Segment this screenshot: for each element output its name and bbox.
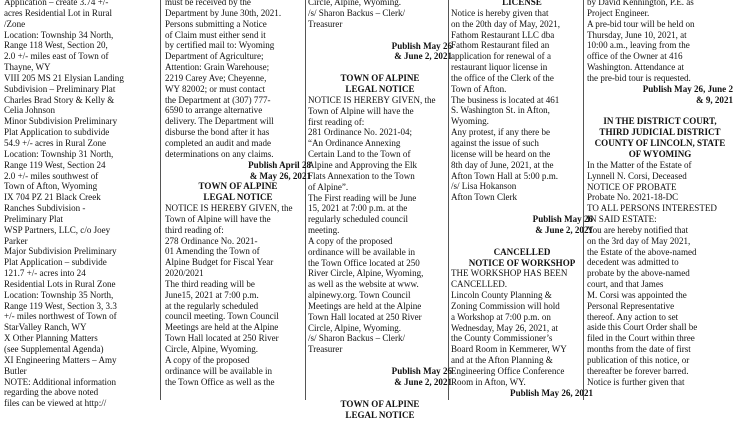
text-line: delivery. The Department will bbox=[165, 116, 274, 127]
text-line: the Estate of the above-named bbox=[587, 246, 697, 257]
text-line: acres Residential Lot in Rural bbox=[4, 7, 113, 18]
text-line: Engineering Office Conference bbox=[451, 366, 565, 376]
notice-text-block bbox=[451, 8, 593, 203]
text-line: Plat Application to subdivide bbox=[4, 127, 110, 138]
text-line: A copy of the proposed bbox=[308, 235, 393, 246]
text-line: River Circle, Alpine, Wyoming, bbox=[308, 268, 424, 279]
text-line: third reading of: bbox=[165, 224, 224, 235]
text-line: council meeting. Town Council bbox=[165, 311, 279, 322]
text-line: A pre-bid tour will be held on bbox=[587, 18, 695, 29]
text-line: The First reading will be June bbox=[308, 192, 417, 203]
text-line: of Alpine”. bbox=[308, 181, 349, 192]
text-line: Attention: Grain Warehouse; bbox=[165, 62, 270, 73]
text-line: 2.0 +/- miles southwest of bbox=[4, 170, 99, 181]
publish-dates bbox=[165, 160, 311, 182]
text-line: thereafter be forever barred. bbox=[587, 365, 689, 376]
notice-text-block bbox=[165, 203, 311, 387]
text-line: Publish May 26 bbox=[532, 214, 593, 225]
notice-text-block bbox=[4, 0, 154, 409]
notice-heading bbox=[308, 399, 452, 421]
text-line: a Workshop at 7:00 p.m. on bbox=[451, 311, 551, 322]
notice-heading bbox=[308, 73, 452, 95]
text-line: VIII 205 MS 21 Elysian Landing bbox=[4, 72, 124, 83]
text-line: Washington. Attendance at bbox=[587, 62, 685, 73]
text-line: restaurant liquor license in bbox=[451, 62, 548, 73]
text-line: ordinance will be available in bbox=[165, 365, 273, 376]
text-line: the County Commissioner’s bbox=[451, 333, 553, 344]
text-line: by David Kennington, P.E. as bbox=[587, 0, 694, 7]
text-line: the office of the Clerk of the bbox=[451, 72, 554, 83]
text-line: Town Hall located at 250 River bbox=[308, 311, 422, 322]
text-line: Location: Township 35 North, bbox=[4, 289, 114, 300]
text-line: at the regularly scheduled bbox=[165, 300, 259, 311]
text-line: WY 82002; or must contact bbox=[165, 83, 266, 94]
text-line: In the Matter of the Estate of bbox=[587, 159, 692, 170]
text-line: Any protest, if any there be bbox=[451, 127, 550, 138]
text-line: 01 Amending the Town of bbox=[165, 246, 260, 257]
text-line: Town of Afton. bbox=[451, 83, 507, 94]
text-line: first reading of: bbox=[308, 116, 365, 127]
text-line: Range 118 West, Section 20, bbox=[4, 40, 108, 51]
text-line: NOTICE OF PROBATE bbox=[587, 181, 677, 192]
notice-text-block bbox=[587, 160, 733, 388]
text-line: the Department at (307) 777- bbox=[165, 94, 271, 105]
text-line: A copy of the proposed bbox=[165, 354, 250, 365]
text-line: the pre-bid tour is requested. bbox=[587, 72, 691, 83]
text-line: Afton Town Clerk bbox=[451, 192, 518, 203]
text-line: Certain Land to the Town of bbox=[308, 149, 411, 160]
text-line: as well as the website at www. bbox=[308, 279, 419, 290]
text-line: “An Ordinance Annexing bbox=[308, 138, 401, 149]
text-line: Fathom Restaurant filed an bbox=[451, 40, 550, 51]
publish-dates bbox=[451, 388, 593, 399]
text-line: court, and that James bbox=[587, 279, 664, 290]
text-line: and at the Afton Planning & bbox=[451, 355, 553, 366]
text-line: Major Subdivision Preliminary bbox=[4, 246, 117, 257]
text-line: completed an audit and made bbox=[165, 137, 272, 148]
text-line: NOTICE OF WORKSHOP bbox=[468, 257, 576, 268]
text-line: Meetings are held at the Alpine bbox=[308, 300, 422, 311]
column-3 bbox=[308, 0, 452, 420]
text-line: XI Engineering Matters – Amy bbox=[4, 354, 117, 365]
text-line: Celia Johnson bbox=[4, 105, 56, 116]
text-line: decedent was admitted to bbox=[587, 257, 679, 268]
text-line: regularly scheduled council bbox=[308, 214, 408, 225]
text-line: Wyoming. bbox=[451, 116, 489, 127]
text-line: Alpine Budget for Fiscal Year bbox=[165, 257, 274, 268]
text-line: the Town Office as well as the bbox=[165, 376, 275, 387]
text-line: Publish May 26, June 2 bbox=[642, 83, 733, 94]
text-line: Thursday, June 10, 2021, at bbox=[587, 29, 687, 40]
text-line: LEGAL NOTICE bbox=[203, 192, 273, 203]
text-line: Notice is hereby given that bbox=[451, 7, 549, 18]
text-line: (see Supplemental Agenda) bbox=[4, 344, 104, 354]
text-line: Town of Alpine will have the bbox=[165, 213, 271, 224]
text-line: probate by the above-named bbox=[587, 268, 690, 279]
notice-heading bbox=[165, 181, 311, 203]
text-line: Publish May 26 bbox=[391, 366, 452, 377]
text-line: & May 26, 2021 bbox=[249, 170, 311, 181]
text-line: 281 Ordinance No. 2021-04; bbox=[308, 127, 413, 138]
text-line: Wednesday, May 26, 2021, at bbox=[451, 322, 558, 333]
text-line: NOTE: Additional information bbox=[4, 376, 117, 387]
text-line: Circle, Alpine, Wyoming. bbox=[308, 0, 402, 7]
text-line: aside this Court Order shall be bbox=[587, 322, 698, 333]
text-line: TOWN OF ALPINE bbox=[198, 181, 278, 192]
text-line: must be received by the bbox=[165, 0, 251, 7]
text-line: Town of Alpine will have the bbox=[308, 105, 414, 116]
text-line: IN SAID ESTATE: bbox=[587, 214, 657, 225]
text-line: TO ALL PERSONS INTERESTED bbox=[587, 203, 717, 214]
text-line: /Zone bbox=[4, 18, 26, 29]
text-line: Afton Town Hall at 5:00 p.m. bbox=[451, 170, 558, 181]
text-line: ordinance will be available in bbox=[308, 246, 416, 257]
text-line: NOTICE IS HEREBY GIVEN, the bbox=[308, 94, 436, 105]
text-line: Project Engineer. bbox=[587, 7, 650, 18]
text-line: Butler bbox=[4, 365, 27, 376]
text-line: 121.7 +/- acres into 24 bbox=[4, 268, 86, 279]
text-line: Subdivision – Preliminary Plat bbox=[4, 83, 116, 94]
text-line: Location: Township 34 North, bbox=[4, 29, 114, 40]
text-line: /s/ Sharon Backus – Clerk/ bbox=[308, 7, 405, 18]
text-line: disburse the bond after it has bbox=[165, 127, 270, 138]
text-line: Preliminary Plat bbox=[4, 213, 64, 224]
text-line: Fathom Restaurant LLC dba bbox=[451, 29, 555, 40]
text-line: 6590 to arrange alternative bbox=[165, 105, 263, 116]
text-line: on the 3rd day of May 2021, bbox=[587, 235, 691, 246]
text-line: The third reading will be bbox=[165, 278, 255, 289]
text-line: publication of this notice, or bbox=[587, 355, 690, 365]
text-line: Flats Annexation to the Town bbox=[308, 170, 415, 181]
text-line: files can be viewed at http:// bbox=[4, 398, 107, 409]
text-line: StarValley Ranch, WY bbox=[4, 322, 87, 333]
text-line: X Other Planning Matters bbox=[4, 333, 98, 344]
text-line: Treasurer bbox=[308, 18, 343, 29]
notice-text-block bbox=[165, 0, 311, 160]
text-line: CANCELLED bbox=[493, 246, 551, 257]
notice-text-block bbox=[308, 95, 452, 355]
text-line: application for renewal of a bbox=[451, 51, 551, 62]
text-line: of Claim must either send it bbox=[165, 29, 266, 40]
text-line: Probate No. 2021-18-DC bbox=[587, 192, 679, 203]
text-line: alpinewy.org. Town Council bbox=[308, 290, 411, 301]
text-line: Persons submitting a Notice bbox=[165, 18, 267, 29]
notice-text-block bbox=[308, 0, 452, 30]
publish-dates bbox=[308, 366, 452, 388]
text-line: months from the date of first bbox=[587, 344, 691, 355]
text-line: meeting. bbox=[308, 225, 340, 236]
text-line: 10:00 a.m., leaving from the bbox=[587, 40, 690, 51]
text-line: Publish May 26, 2021 bbox=[510, 387, 593, 398]
text-line: TOWN OF ALPINE bbox=[340, 73, 420, 84]
text-line: +/- miles northwest of Town of bbox=[4, 311, 117, 322]
text-line: NOTICE IS HEREBY GIVEN, the bbox=[165, 203, 293, 214]
text-line: Town of Afton, Wyoming bbox=[4, 181, 98, 192]
text-line: determinations on any claims. bbox=[165, 148, 274, 159]
text-line: /s/ Sharon Backus – Clerk/ bbox=[308, 333, 405, 344]
text-line: Lincoln County Planning & bbox=[451, 290, 552, 301]
publish-dates bbox=[451, 214, 593, 236]
text-line: Room in Afton, WY. bbox=[451, 376, 526, 387]
text-line: Personal Representative bbox=[587, 300, 675, 311]
text-line: WSP Partners, LLC, c/o Joey bbox=[4, 224, 111, 235]
text-line: Publish April 28 bbox=[248, 159, 311, 170]
text-line: You are hereby notified that bbox=[587, 224, 689, 235]
text-line: 278 Ordinance No. 2021- bbox=[165, 235, 258, 246]
text-line: Department by June 30th, 2021. bbox=[165, 7, 282, 18]
text-line: Circle, Alpine, Wyoming. bbox=[165, 344, 259, 354]
text-line: Circle, Alpine, Wyoming. bbox=[308, 322, 402, 333]
text-line: COUNTY OF LINCOLN, STATE bbox=[594, 138, 726, 149]
text-line: Thayne, WY bbox=[4, 62, 51, 73]
text-line: Alpine and Approving the Elk bbox=[308, 159, 418, 170]
column-5 bbox=[587, 0, 733, 407]
text-line: 2.0 +/- miles east of Town of bbox=[4, 51, 109, 62]
publish-dates bbox=[308, 41, 452, 63]
text-line: Lynnell N. Corsi, Deceased bbox=[587, 170, 687, 181]
text-line: Location: Township 31 North, bbox=[4, 148, 114, 159]
text-line: Treasurer bbox=[308, 344, 343, 355]
text-line: OF WYOMING bbox=[628, 148, 692, 159]
text-line: Plat Application – subdivide bbox=[4, 257, 107, 268]
notice-heading bbox=[451, 247, 593, 269]
text-line: Ranches Subdivision - bbox=[4, 203, 86, 214]
text-line: thereof. Any action to set bbox=[587, 311, 679, 322]
column-2 bbox=[165, 0, 311, 407]
text-line: Minor Subdivision Preliminary bbox=[4, 116, 118, 127]
text-line: IX 704 PZ 21 Black Creek bbox=[4, 192, 101, 203]
text-line: & 9, 2021 bbox=[696, 94, 733, 105]
text-line: Publish May 26 bbox=[391, 40, 452, 51]
text-line: 8th day of June, 2021, at the bbox=[451, 159, 554, 170]
publish-dates bbox=[587, 84, 733, 106]
text-line: Zoning Commission will hold bbox=[451, 300, 560, 311]
text-line: license will be heard on the bbox=[451, 148, 551, 159]
text-line: THE WORKSHOP HAS BEEN bbox=[451, 268, 568, 279]
text-line: Charles Brad Story & Kelly & bbox=[4, 94, 115, 105]
text-line: M. Corsi was appointed the bbox=[587, 289, 687, 300]
text-line: Notice is further given that bbox=[587, 376, 685, 387]
text-line: Department of Agriculture; bbox=[165, 51, 264, 62]
text-line: Range 119 West, Section 24 bbox=[4, 159, 106, 170]
text-line: 54.9 +/- acres in Rural Zone bbox=[4, 137, 107, 148]
text-line: regarding the above noted bbox=[4, 387, 99, 398]
column-1-planning-agenda bbox=[4, 0, 154, 407]
text-line: & June 2, 2021 bbox=[394, 377, 452, 387]
text-line: Application – create 3.74 +/- bbox=[4, 0, 109, 7]
text-line: on the 20th day of May, 2021, bbox=[451, 18, 560, 29]
text-line: Parker bbox=[4, 235, 28, 246]
text-line: /s/ Lisa Hokanson bbox=[451, 181, 517, 192]
text-line: Board Room in Kemmerer, WY bbox=[451, 344, 567, 355]
text-line: June15, 2021 at 7:00 p.m. bbox=[165, 289, 259, 300]
text-line: & June 2, 2021 bbox=[394, 51, 452, 62]
notice-heading: LICENSE bbox=[502, 0, 542, 7]
text-line: CANCELLED. bbox=[451, 279, 508, 290]
text-line: THIRD JUDICIAL DISTRICT bbox=[599, 127, 721, 138]
text-line: against the issue of such bbox=[451, 137, 539, 148]
notice-text-block bbox=[451, 268, 593, 387]
text-line: 15, 2021 at 7:00 p.m. at the bbox=[308, 203, 408, 214]
text-line: & June 2, 2021 bbox=[535, 224, 593, 235]
text-line: Town Hall located at 250 River bbox=[165, 333, 279, 344]
text-line: Range 119 West, Section 3, 3.3 bbox=[4, 300, 117, 311]
court-heading bbox=[587, 116, 733, 159]
column-rule bbox=[160, 0, 161, 400]
text-line: IN THE DISTRICT COURT, bbox=[603, 116, 717, 127]
text-line: Meetings are held at the Alpine bbox=[165, 322, 279, 333]
column-4 bbox=[451, 0, 593, 407]
text-line: 2219 Carey Ave; Cheyenne, bbox=[165, 72, 267, 83]
text-line: the Town Office located at 250 bbox=[308, 257, 420, 268]
notice-text-block bbox=[587, 0, 733, 84]
text-line: S. Washington St. in Afton, bbox=[451, 105, 550, 116]
text-line: LEGAL NOTICE bbox=[345, 409, 415, 420]
text-line: by certified mail to: Wyoming bbox=[165, 40, 275, 51]
text-line: filed in the Court within three bbox=[587, 333, 695, 344]
text-line: Residential Lots in Rural Zone bbox=[4, 278, 116, 289]
text-line: 2020/2021 bbox=[165, 268, 204, 279]
text-line: office of the Owner at 416 bbox=[587, 51, 683, 62]
text-line: TOWN OF ALPINE bbox=[340, 398, 420, 409]
text-line: The business is located at 461 bbox=[451, 94, 560, 105]
text-line: LEGAL NOTICE bbox=[345, 84, 415, 95]
